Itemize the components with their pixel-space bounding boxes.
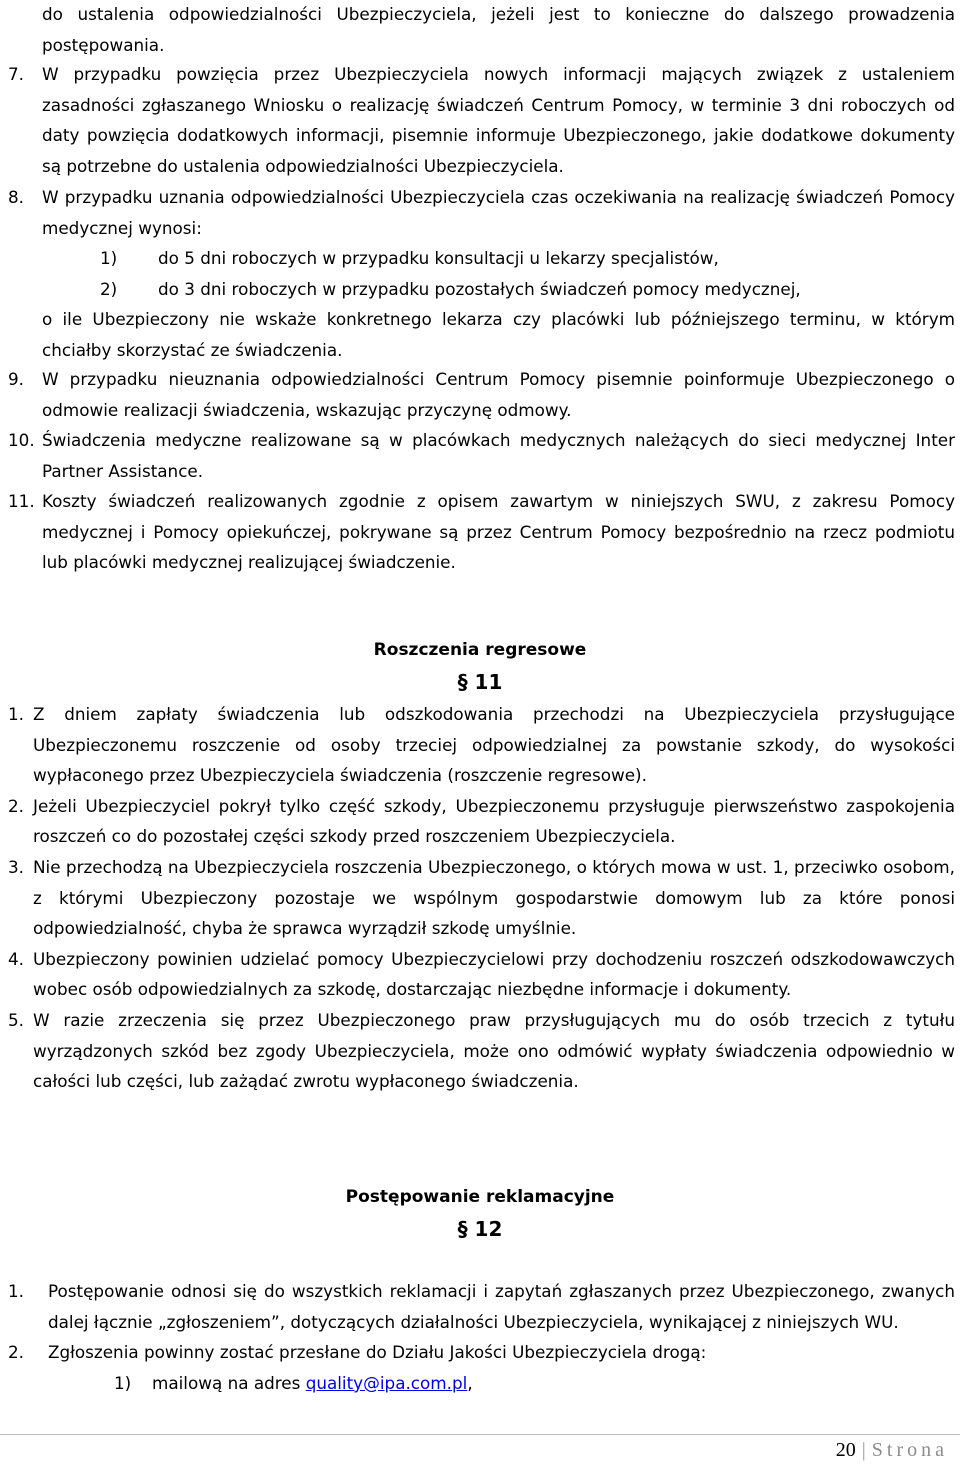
item-number: 7. [8,64,25,84]
item-text: Nie przechodzą na Ubezpieczyciela roszczenia Ubezpieczonego, o których mowa w ust. 1, przeciwko osobom, z którymi Ubezpieczony pozostaje we wspólnym gospodarstwie domowym lub za które ponosi odpowiedzialność, chyba że sprawca wyrządził szkodę umyślnie. [33,856,955,939]
item-text: W razie zrzeczenia się przez Ubezpieczonego praw przysługujących mu do osób trzecich z tytułu wyrządzonych szkód bez zgody Ubezpieczyciela, może ono odmówić wypłaty świadczenia odpowiednio w całości lub części, lub zażądać zwrotu wypłaconego świadczenia. [33,1009,955,1092]
sub-item-text: do 5 dni roboczych w przypadku konsultacji u lekarzy specjalistów, [158,248,719,269]
item-number: 2. [8,1342,25,1363]
page-number: 20 [835,1439,856,1461]
item-text: Ubezpieczony powinien udzielać pomocy Ubezpieczycielowi przy dochodzeniu roszczeń odszkodowawczych wobec osób odpowiedzialnych za szkodę, dostarczając niezbędne informacje i dokumenty. [33,948,955,1000]
item-text: W przypadku nieuznania odpowiedzialności Centrum Pomocy pisemnie poinformuje Ubezpieczonego o odmowie realizacji świadczenia, wskazując przyczynę odmowy. [42,369,955,420]
list-item-8 [0,182,955,366]
list-item [0,699,955,791]
section12-list [0,1276,955,1398]
sub-item-prefix: mailową na adres [152,1372,306,1393]
item-number: 9. [8,369,25,389]
list-item [0,1337,955,1368]
sub-item-text [152,1368,473,1399]
item-continuation: o ile Ubezpieczony nie wskaże konkretnego lekarza czy placówki lub późniejszego terminu, w którym chciałby skorzystać ze świadczenia. [42,309,955,360]
section11-list [0,699,955,1097]
footer-separator: | [861,1439,866,1461]
item-text: Jeżeli Ubezpieczyciel pokrył tylko część szkody, Ubezpieczonemu przysługuje pierwszeństwo zaspokojenia roszczeń co do pozostałej części szkody przed roszczeniem Ubezpieczyciela. [33,795,955,847]
list-item [0,1005,955,1097]
item-number: 11. [8,491,35,511]
list-item-7 [0,59,955,181]
paragraph-number: § 11 [457,670,503,694]
item-number: 10. [8,430,35,450]
list-item [0,944,955,1005]
list-item-10 [0,425,955,486]
sub-item-text: do 3 dni roboczych w przypadku pozostałych świadczeń pomocy medycznej, [158,278,801,299]
item-text: W przypadku powzięcia przez Ubezpieczyciela nowych informacji mających związek z ustaleniem zasadności zgłaszanego Wniosku o realizację świadczeń Centrum Pomocy, w terminie 3 dni roboczych od daty powzięcia dodatkowych informacji, pisemnie informuje Ubezpieczonego, jakie dodatkowe dokumenty są potrzebne do ustalenia odpowiedzialności Ubezpieczyciela. [42,64,955,176]
list-item-9 [0,364,955,425]
page-number-block [836,1439,948,1462]
sub-item-number: 2) [100,278,118,299]
sub-item [42,243,955,274]
item-number: 4. [8,948,25,969]
item-text: Zgłoszenia powinny zostać przesłane do Działu Jakości Ubezpieczyciela drogą: [48,1342,707,1363]
item-text: Koszty świadczeń realizowanych zgodnie z opisem zawartym w niniejszych SWU, z zakresu Pomocy medycznej i Pomocy opiekuńczej, pokrywane są przez Centrum Pomocy bezpośrednio na rzecz podmiotu lub placówki medycznej realizującej świadczenie. [42,491,955,573]
item-number: 5. [8,1009,25,1030]
section-title: Postępowanie reklamacyjne [345,1187,615,1207]
item-number: 1. [8,1281,25,1301]
item-text: Postępowanie odnosi się do wszystkich reklamacji i zapytań zgłaszanych przez Ubezpieczonego, zwanych dalej łącznie „zgłoszeniem”, dotyczących działalności Ubezpieczyciela, wynikającej z niniejszych WU. [48,1281,955,1332]
item-number: 8. [8,187,25,207]
page-footer [0,1434,960,1469]
item-number: 1. [8,704,25,724]
item-number: 3. [8,856,25,877]
item-text: Świadczenia medyczne realizowane są w placówkach medycznych należących do sieci medycznej Inter Partner Assistance. [42,430,955,481]
list-item [0,791,955,852]
list-item [0,852,955,944]
sub-item-suffix: , [467,1372,473,1393]
email-link[interactable]: quality@ipa.com.pl [305,1372,468,1393]
intro-text: do ustalenia odpowiedzialności Ubezpieczyciela, jeżeli jest to konieczne do dalszego prowadzenia postępowania. [42,4,955,55]
sub-item-number: 1) [100,248,118,269]
list-item [0,1276,955,1337]
sub-item [42,274,955,305]
list-item-11 [0,486,955,578]
sub-item-number: 1) [114,1372,132,1393]
item-number: 2. [8,795,25,816]
sub-item [48,1368,955,1399]
item-text: W przypadku uznania odpowiedzialności Ubezpieczyciela czas oczekiwania na realizację świadczeń Pomocy medycznej wynosi: [42,187,955,238]
page-label: Strona [871,1439,948,1461]
paragraph-number: § 12 [457,1217,503,1241]
section-title: Roszczenia regresowe [373,640,587,660]
intro-paragraph [42,0,955,60]
item-text: Z dniem zapłaty świadczenia lub odszkodowania przechodzi na Ubezpieczyciela przysługujące Ubezpieczonemu roszczenie od osoby trzeciej odpowiedzialnej za powstanie szkody, do wysokości wypłaconego przez Ubezpieczyciela świadczenia (roszczenie regresowe). [33,704,955,786]
